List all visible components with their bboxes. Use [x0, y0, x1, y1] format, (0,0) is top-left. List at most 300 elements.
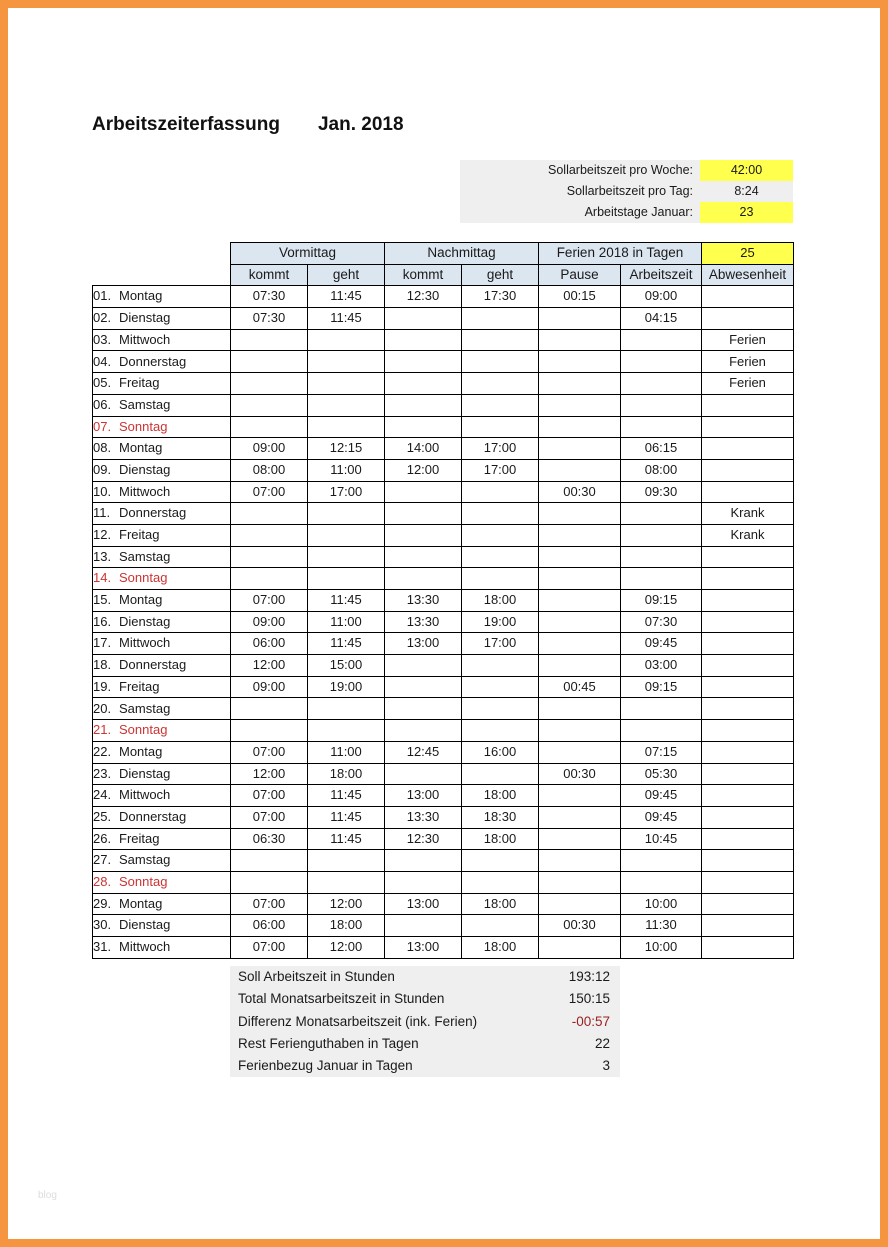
time-cell-pa: [539, 416, 621, 438]
day-number: 18.: [93, 657, 112, 673]
day-name: Dienstag: [119, 765, 171, 781]
time-cell-vg: 19:00: [308, 676, 385, 698]
day-name: Samstag: [119, 548, 171, 564]
table-row: [93, 785, 794, 807]
day-number: 02.: [93, 310, 112, 326]
time-cell-ng: [462, 308, 539, 330]
time-cell-vk: 06:00: [231, 915, 308, 937]
time-cell-nk: [385, 308, 462, 330]
time-cell-nk: [385, 329, 462, 351]
time-cell-az: 09:45: [621, 785, 702, 807]
page-title: [92, 114, 404, 136]
summary-label: Total Monatsarbeitszeit in Stunden: [238, 991, 445, 1007]
time-cell-pa: [539, 871, 621, 893]
info-value: 42:00: [700, 160, 793, 181]
day-cell: [93, 351, 231, 373]
time-cell-vk: [231, 416, 308, 438]
info-value: 23: [700, 202, 793, 223]
time-cell-az: 03:00: [621, 655, 702, 677]
page-title-month: Jan. 2018: [317, 114, 404, 135]
day-number: 09.: [93, 461, 112, 477]
absence-cell: Ferien: [702, 329, 794, 351]
time-cell-vg: 11:00: [308, 459, 385, 481]
time-cell-vk: 09:00: [231, 676, 308, 698]
day-cell: [93, 698, 231, 720]
table-row: [93, 611, 794, 633]
time-cell-vk: 07:00: [231, 481, 308, 503]
time-cell-nk: 12:30: [385, 286, 462, 308]
summary-value: -00:57: [571, 1013, 610, 1029]
column-header-row: [93, 264, 794, 286]
day-name: Samstag: [119, 852, 171, 868]
time-cell-ng: 18:00: [462, 590, 539, 612]
summary-panel: [230, 966, 620, 1077]
day-number: 15.: [93, 592, 112, 608]
time-cell-vg: 18:00: [308, 763, 385, 785]
table-row: [93, 871, 794, 893]
info-label: Sollarbeitszeit pro Tag:: [460, 181, 700, 202]
time-cell-vg: 11:00: [308, 741, 385, 763]
time-cell-vg: [308, 373, 385, 395]
absence-cell: Ferien: [702, 351, 794, 373]
info-row: [460, 160, 793, 181]
time-cell-vk: 07:00: [231, 893, 308, 915]
summary-value: 3: [602, 1058, 610, 1074]
day-cell: [93, 373, 231, 395]
day-cell: [93, 850, 231, 872]
timesheet-body: [93, 286, 794, 958]
time-cell-pa: 00:15: [539, 286, 621, 308]
day-number: 27.: [93, 852, 112, 868]
col-header-geht-vormittag: geht: [308, 264, 385, 286]
day-cell: [93, 568, 231, 590]
time-cell-vk: 07:00: [231, 785, 308, 807]
time-cell-az: [621, 871, 702, 893]
time-cell-pa: 00:30: [539, 915, 621, 937]
absence-cell: [702, 676, 794, 698]
time-cell-nk: [385, 394, 462, 416]
time-cell-vk: [231, 871, 308, 893]
time-cell-vk: 09:00: [231, 611, 308, 633]
absence-cell: [702, 394, 794, 416]
table-row: [93, 503, 794, 525]
time-cell-nk: 12:45: [385, 741, 462, 763]
absence-cell: Krank: [702, 524, 794, 546]
day-number: 22.: [93, 743, 112, 759]
time-cell-az: 09:45: [621, 806, 702, 828]
table-row: [93, 937, 794, 959]
table-row: [93, 373, 794, 395]
time-cell-vk: [231, 351, 308, 373]
day-name: Mittwoch: [119, 483, 171, 499]
time-cell-pa: [539, 741, 621, 763]
time-cell-nk: 12:30: [385, 828, 462, 850]
time-cell-pa: [539, 828, 621, 850]
day-name: Sonntag: [119, 722, 168, 738]
time-cell-nk: [385, 481, 462, 503]
time-cell-pa: [539, 937, 621, 959]
time-cell-ng: 17:00: [462, 633, 539, 655]
time-cell-nk: 13:00: [385, 785, 462, 807]
summary-row: [230, 1055, 620, 1077]
time-cell-vk: 07:00: [231, 937, 308, 959]
time-cell-vg: [308, 416, 385, 438]
time-cell-pa: 00:45: [539, 676, 621, 698]
summary-row: [230, 988, 620, 1010]
time-cell-vg: 15:00: [308, 655, 385, 677]
absence-cell: [702, 850, 794, 872]
time-cell-vk: 06:30: [231, 828, 308, 850]
time-cell-ng: [462, 915, 539, 937]
time-cell-az: 10:00: [621, 893, 702, 915]
absence-cell: [702, 546, 794, 568]
time-cell-az: [621, 329, 702, 351]
table-row: [93, 459, 794, 481]
time-cell-ng: 17:00: [462, 459, 539, 481]
time-cell-az: [621, 568, 702, 590]
summary-value: 150:15: [568, 991, 610, 1007]
time-cell-vk: 07:00: [231, 590, 308, 612]
absence-cell: [702, 828, 794, 850]
absence-cell: [702, 611, 794, 633]
time-cell-vg: [308, 329, 385, 351]
time-cell-vg: [308, 850, 385, 872]
time-cell-nk: [385, 850, 462, 872]
header-spacer: [93, 243, 231, 265]
day-number: 05.: [93, 375, 112, 391]
summary-label: Soll Arbeitszeit in Stunden: [238, 969, 395, 984]
summary-row: [230, 1011, 620, 1033]
time-cell-nk: [385, 546, 462, 568]
day-name: Samstag: [119, 700, 171, 716]
time-cell-vg: 12:00: [308, 937, 385, 959]
time-cell-vk: [231, 546, 308, 568]
day-cell: [93, 459, 231, 481]
time-cell-vk: 07:00: [231, 741, 308, 763]
time-cell-ng: [462, 503, 539, 525]
absence-cell: [702, 590, 794, 612]
day-cell: [93, 871, 231, 893]
table-row: [93, 741, 794, 763]
time-cell-vg: 11:45: [308, 828, 385, 850]
time-cell-vk: 09:00: [231, 438, 308, 460]
day-cell: [93, 806, 231, 828]
time-cell-vg: [308, 568, 385, 590]
summary-label: Ferienbezug Januar in Tagen: [238, 1058, 413, 1074]
time-cell-vg: 11:45: [308, 286, 385, 308]
time-cell-az: [621, 720, 702, 742]
absence-cell: Krank: [702, 503, 794, 525]
time-cell-vg: 12:00: [308, 893, 385, 915]
absence-cell: [702, 871, 794, 893]
time-cell-pa: [539, 893, 621, 915]
absence-cell: [702, 806, 794, 828]
day-name: Donnerstag: [119, 353, 187, 369]
absence-cell: [702, 633, 794, 655]
day-cell: [93, 308, 231, 330]
time-cell-ng: 18:00: [462, 785, 539, 807]
time-cell-nk: [385, 698, 462, 720]
day-name: Donnerstag: [119, 808, 187, 824]
col-header-geht-nachmittag: geht: [462, 264, 539, 286]
time-cell-vg: 11:45: [308, 806, 385, 828]
day-number: 08.: [93, 440, 112, 456]
time-cell-ng: [462, 351, 539, 373]
day-cell: [93, 524, 231, 546]
time-cell-ng: 17:00: [462, 438, 539, 460]
time-cell-ng: [462, 850, 539, 872]
day-name: Freitag: [119, 527, 160, 543]
col-header-arbeitszeit: Arbeitszeit: [621, 264, 702, 286]
timesheet-table: [92, 242, 794, 959]
time-cell-vk: 08:00: [231, 459, 308, 481]
day-number: 24.: [93, 787, 112, 803]
time-cell-ng: 18:00: [462, 893, 539, 915]
col-header-kommt-vormittag: kommt: [231, 264, 308, 286]
day-number: 30.: [93, 917, 112, 933]
time-cell-az: 07:15: [621, 741, 702, 763]
time-cell-vg: 11:00: [308, 611, 385, 633]
time-cell-ng: 16:00: [462, 741, 539, 763]
time-cell-vg: 11:45: [308, 590, 385, 612]
day-number: 28.: [93, 874, 112, 890]
time-cell-vk: 06:00: [231, 633, 308, 655]
day-cell: [93, 633, 231, 655]
time-cell-az: 09:15: [621, 590, 702, 612]
absence-cell: [702, 785, 794, 807]
time-cell-az: [621, 850, 702, 872]
time-cell-nk: 13:30: [385, 806, 462, 828]
time-cell-nk: [385, 568, 462, 590]
table-row: [93, 828, 794, 850]
time-cell-ng: [462, 720, 539, 742]
time-cell-nk: 13:00: [385, 893, 462, 915]
table-row: [93, 438, 794, 460]
time-cell-az: [621, 394, 702, 416]
time-cell-pa: 00:30: [539, 763, 621, 785]
time-cell-pa: [539, 850, 621, 872]
col-header-kommt-nachmittag: kommt: [385, 264, 462, 286]
summary-row: [230, 966, 620, 988]
time-cell-pa: [539, 546, 621, 568]
time-cell-az: 06:15: [621, 438, 702, 460]
time-cell-pa: [539, 308, 621, 330]
day-number: 26.: [93, 830, 112, 846]
day-name: Montag: [119, 592, 163, 608]
time-cell-ng: [462, 524, 539, 546]
day-number: 16.: [93, 613, 112, 629]
time-cell-pa: [539, 438, 621, 460]
time-cell-az: 09:00: [621, 286, 702, 308]
day-number: 20.: [93, 700, 112, 716]
time-cell-pa: [539, 806, 621, 828]
time-cell-pa: [539, 394, 621, 416]
group-header-vormittag: Vormittag: [231, 243, 385, 265]
time-cell-az: [621, 351, 702, 373]
time-cell-ng: [462, 871, 539, 893]
col-header-abwesenheit: Abwesenheit: [702, 264, 794, 286]
day-name: Freitag: [119, 375, 160, 391]
time-cell-vk: [231, 394, 308, 416]
time-cell-vg: [308, 871, 385, 893]
day-number: 23.: [93, 765, 112, 781]
table-row: [93, 524, 794, 546]
time-cell-az: 08:00: [621, 459, 702, 481]
absence-cell: [702, 308, 794, 330]
time-cell-ng: [462, 416, 539, 438]
time-cell-az: 09:30: [621, 481, 702, 503]
table-row: [93, 329, 794, 351]
watermark-text: blog: [38, 1190, 57, 1201]
day-name: Mittwoch: [119, 331, 171, 347]
day-number: 21.: [93, 722, 112, 738]
time-cell-vg: [308, 720, 385, 742]
time-cell-vk: 07:30: [231, 286, 308, 308]
page-title-text: Arbeitszeiterfassung: [92, 114, 280, 135]
time-cell-vg: 12:15: [308, 438, 385, 460]
col-header-pause: Pause: [539, 264, 621, 286]
day-cell: [93, 828, 231, 850]
time-cell-ng: 19:00: [462, 611, 539, 633]
time-cell-az: 10:45: [621, 828, 702, 850]
time-cell-az: [621, 524, 702, 546]
table-row: [93, 698, 794, 720]
day-cell: [93, 655, 231, 677]
absence-cell: [702, 481, 794, 503]
time-cell-nk: [385, 373, 462, 395]
time-cell-ng: [462, 568, 539, 590]
day-name: Mittwoch: [119, 939, 171, 955]
day-name: Sonntag: [119, 874, 168, 890]
day-name: Montag: [119, 743, 163, 759]
day-cell: [93, 611, 231, 633]
time-cell-az: 11:30: [621, 915, 702, 937]
time-cell-az: 09:45: [621, 633, 702, 655]
day-number: 10.: [93, 483, 112, 499]
day-cell: [93, 763, 231, 785]
time-cell-nk: [385, 720, 462, 742]
time-cell-az: [621, 546, 702, 568]
time-cell-nk: 13:00: [385, 633, 462, 655]
day-number: 31.: [93, 939, 112, 955]
group-header-nachmittag: Nachmittag: [385, 243, 539, 265]
time-cell-ng: [462, 546, 539, 568]
time-cell-vk: 12:00: [231, 763, 308, 785]
table-row: [93, 655, 794, 677]
time-cell-pa: [539, 459, 621, 481]
time-cell-ng: 18:00: [462, 937, 539, 959]
table-row: [93, 351, 794, 373]
day-number: 29.: [93, 895, 112, 911]
time-cell-nk: 13:30: [385, 611, 462, 633]
time-cell-nk: 12:00: [385, 459, 462, 481]
time-cell-pa: [539, 611, 621, 633]
day-name: Dienstag: [119, 917, 171, 933]
day-name: Donnerstag: [119, 505, 187, 521]
group-header-ferien-label: Ferien 2018 in Tagen: [539, 243, 702, 265]
time-cell-vg: 11:45: [308, 308, 385, 330]
day-name: Freitag: [119, 678, 160, 694]
day-cell: [93, 503, 231, 525]
day-number: 07.: [93, 418, 112, 434]
day-name: Sonntag: [119, 418, 168, 434]
time-cell-pa: 00:30: [539, 481, 621, 503]
summary-label: Rest Ferienguthaben in Tagen: [238, 1035, 419, 1051]
time-cell-ng: [462, 655, 539, 677]
time-cell-ng: [462, 676, 539, 698]
absence-cell: Ferien: [702, 373, 794, 395]
time-cell-vk: [231, 503, 308, 525]
day-name: Donnerstag: [119, 657, 187, 673]
time-cell-vk: 12:00: [231, 655, 308, 677]
day-number: 13.: [93, 548, 112, 564]
time-cell-az: 04:15: [621, 308, 702, 330]
summary-value: 22: [594, 1035, 610, 1051]
time-cell-nk: [385, 655, 462, 677]
table-row: [93, 590, 794, 612]
table-row: [93, 481, 794, 503]
time-cell-nk: [385, 763, 462, 785]
time-cell-nk: [385, 676, 462, 698]
time-cell-nk: [385, 351, 462, 373]
time-cell-az: [621, 698, 702, 720]
absence-cell: [702, 416, 794, 438]
day-number: 01.: [93, 288, 112, 304]
time-cell-pa: [539, 590, 621, 612]
day-name: Montag: [119, 895, 163, 911]
time-cell-vg: [308, 698, 385, 720]
day-name: Sonntag: [119, 570, 168, 586]
time-cell-vk: [231, 720, 308, 742]
table-row: [93, 416, 794, 438]
info-row: [460, 202, 793, 223]
time-cell-pa: [539, 698, 621, 720]
day-name: Montag: [119, 288, 163, 304]
time-cell-vk: [231, 329, 308, 351]
time-cell-nk: 14:00: [385, 438, 462, 460]
table-row: [93, 568, 794, 590]
table-row: [93, 286, 794, 308]
table-row: [93, 763, 794, 785]
day-number: 03.: [93, 331, 112, 347]
time-cell-ng: 18:30: [462, 806, 539, 828]
time-cell-ng: [462, 329, 539, 351]
day-name: Samstag: [119, 396, 171, 412]
day-cell: [93, 741, 231, 763]
time-cell-nk: 13:30: [385, 590, 462, 612]
absence-cell: [702, 937, 794, 959]
table-row: [93, 394, 794, 416]
time-cell-nk: [385, 524, 462, 546]
summary-value: 193:12: [568, 969, 610, 984]
day-number: 12.: [93, 527, 112, 543]
time-cell-ng: 17:30: [462, 286, 539, 308]
day-number: 11.: [93, 505, 111, 521]
absence-cell: [702, 741, 794, 763]
table-row: [93, 676, 794, 698]
time-cell-vk: [231, 524, 308, 546]
day-name: Dienstag: [119, 310, 171, 326]
table-row: [93, 633, 794, 655]
time-cell-az: [621, 416, 702, 438]
absence-cell: [702, 286, 794, 308]
time-cell-pa: [539, 785, 621, 807]
day-number: 19.: [93, 678, 112, 694]
info-label: Sollarbeitszeit pro Woche:: [460, 160, 700, 181]
day-number: 17.: [93, 635, 112, 651]
time-cell-vk: [231, 568, 308, 590]
summary-row: [230, 1033, 620, 1055]
